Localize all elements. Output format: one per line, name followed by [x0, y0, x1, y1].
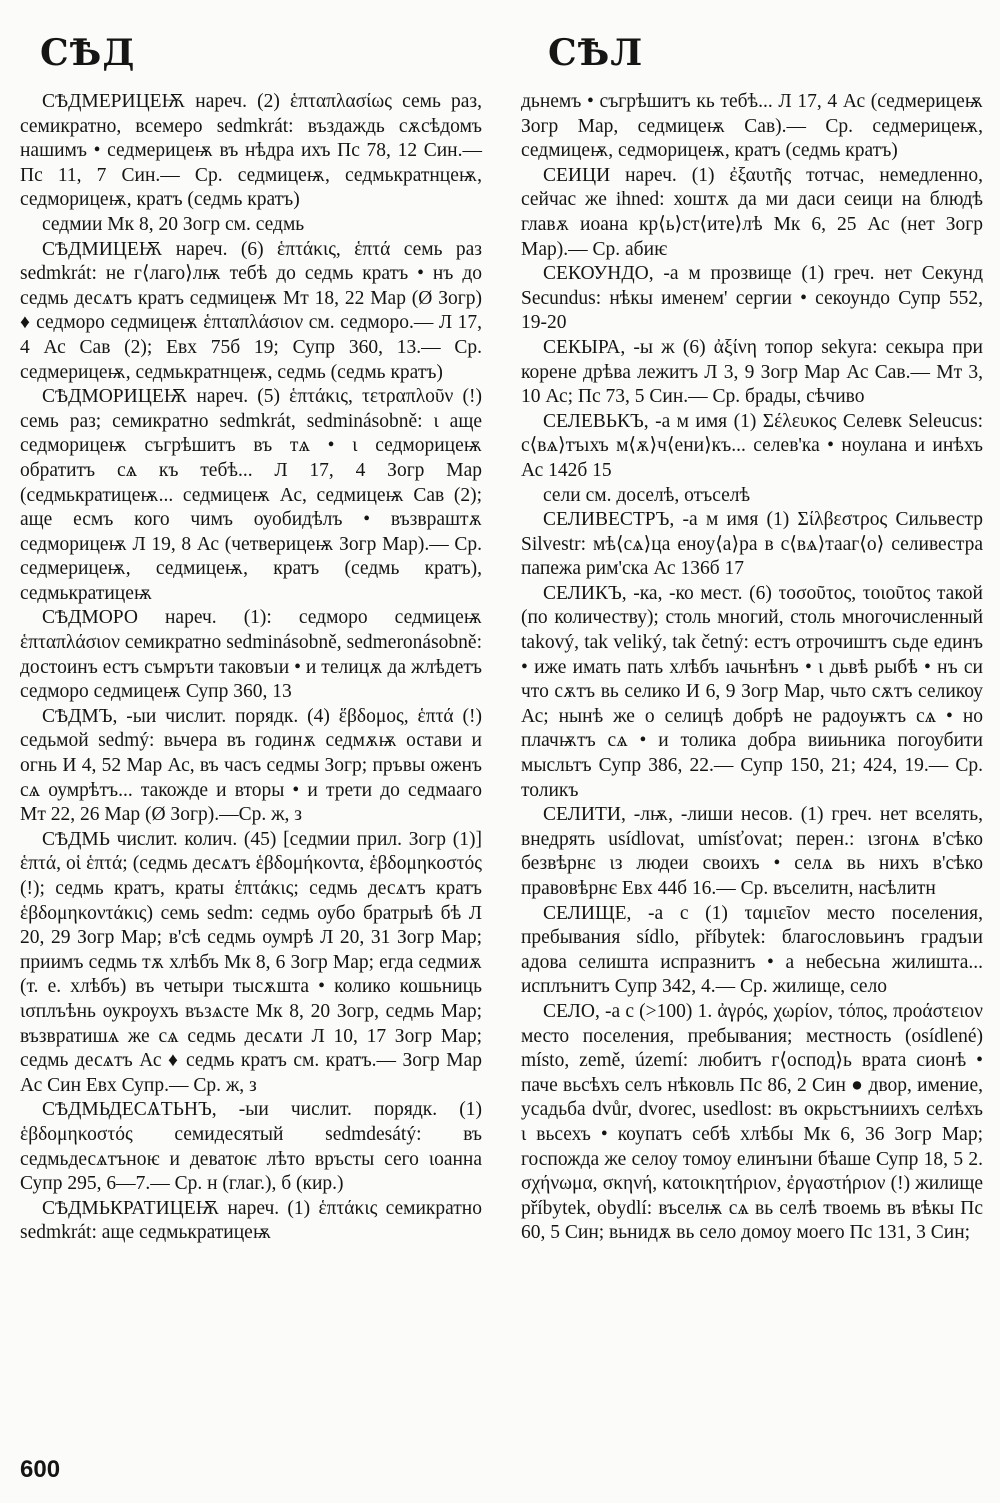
entry-sedmii: седмии Мк 8, 20 Зогр см. седмь — [42, 213, 305, 235]
entry-sedmyi: СѢДМЪ, -ыи числит. порядк. (4) ἕβδομος, ἑπτά (!) седьмой sedmý: вьчера въ годинѫ седмѫѭ остави и огнь И 4, 52 Мар Ас, въ часъ седмы Зогр; пръвы оженъ сѧ оумрѣтъ... такожде и вторы • и трети до седмааго Мт 22, 26 Мар (Ø Зогр).—Ср. ж, з — [20, 705, 482, 826]
entry-silvestr: СЕЛИВЕСТРЪ, -а м имя (1) Σίλβεστρος Сильвестр Silvestr: мѣ⟨сѧ⟩ца еноу⟨а⟩ра в с⟨вѧ⟩тааг⟨о⟩ селивестра папежа рим'ска Ас 136б 17 — [521, 509, 983, 580]
entry-selo: СЕЛО, -а с (>100) 1. ἀγρός, χωρίον, τόπος, προάστειον место поселения, пребывания; местность (osídlené) místo, země, území: любитъ г⟨оспод⟩ь врата сионѣ • паче вьсѣхъ селъ нѣковль Пс 86, 2 Син ● двор, имение, усадьба dvůr, dvorec, usedlost: въ окрьстъниихъ селѣхъ ι вьсехъ • коупатъ себѣ хлѣбы Мк 6, 36 Зогр Мар; госпожда же селоу томоу елинъıни бѣаше Супр 18, 5 2. σχήνωμα, σκηνή, κατοικητήριον, ἐργαστήριον (!) жилище příbytek, obydlí: въселѭ сѧ вь селѣ твоемь въ вѣкы Пс 60, 5 Син; вьнидѫ вь село домоу моего Пс 131, 3 Син; — [521, 1000, 983, 1244]
entry-sedmiceju: СѢДМИЦЕѬ нареч. (6) ἑπτάκις, ἑπτά семь раз sedmkrát: не г⟨лаго⟩лѭ тебѣ до седмь кратъ • нъ до седмь десѧтъ кратъ седмицеѭ Мт 18, 22 Мар (Ø Зогр) ♦ седморо седмицеѭ ἑπταπλάσιον см. седморо.— Л 17, 4 Ас Сав (2); Евх 75б 19; Супр 360, 13.— Ср. седмерицеѭ, седмькратнцеѭ, седмь (седмь кратъ) — [20, 238, 482, 383]
page-number: 600 — [20, 1456, 61, 1483]
entry-seli: сели см. доселѣ, отъселѣ — [543, 484, 751, 506]
entry-sedmkraticeju: СѢДМЬКРАТИЦЕѬ нареч. (1) ἑπτάκις семикратно sedmkrát: аще седмькратицеѭ — [20, 1197, 482, 1244]
entry-continuation: дьнемъ • съгрѣшитъ кь тебѣ... Л 17, 4 Ас (седмерицеѭ Зогр Мар, седмицеѭ Сав).— Ср. седмерицеѭ, седмицеѭ, седморицеѭ, кратъ (седмь кратъ) — [521, 91, 983, 162]
entry-sedm: СѢДМЬ числит. колич. (45) [седмии прил. Зогр (1)] ἑπτά, οἱ ἑπτά; (седмь десѧтъ ἑβδομήκοντα, ἑβδομηκοστός (!); седмь кратъ, краты ἑπτάκις; седмь десѧтъ кратъ ἑβδομηκοντάκις) семь sedm: седмь оубо братрыѣ бѣ Л 20, 29 Зогр Мар; в'сѣ седмь оумрѣ Л 20, 31 Зогр Мар; приимъ седмь тѫ хлѣбъ Мк 8, 6 Зогр Мар; егда седмиѫ (т. е. хлѣбъ) въ четыри тысѫшта • колико кошьниць ισплъѣнь оукроухъ възѧсте Мк 8, 20 Зогр, седмь Мар; възвратишѧ же сѧ седмь десѧти Л 10, 17 Зогр Мар; седмь десѧтъ Ас ♦ седмь кратъ см. кратъ.— Зогр Мар Ас Син Евх Супр.— Ср. ж, з — [20, 828, 482, 1096]
entry-sedmoriceju: СѢДМОРИЦЕѬ нареч. (5) ἑπτάκις, τετραπλοῦν (!) семь раз; семикратно sedmkrát, sedminásobně: ι аще седморицеѭ съгрѣшитъ въ тѧ • ι седморицеѭ обратитъ сѧ къ тебѣ... Л 17, 4 Зогр Мар (седмькратицеѭ... седмицеѭ Ас, седмицеѭ Сав (2); аще есмъ кого чимъ оуобидѣлъ • възвраштѫ седморицеѭ Л 19, 8 Ас (четверицеѭ Зогр Мар).— Ср. седмерицеѭ, седмицеѭ, кратъ (седмь кратъ), седмькратицеѭ — [20, 386, 482, 604]
entry-sedmoro: СѢДМОРО нареч. (1): седморо седмицеѭ ἑπταπλάσιον семикратно sedminásobně, sedmeronásobně: достоинъ естъ съмръти таковъıи • и телицѫ да жлѣдетъ седморо седмицеѭ Супр 360, 13 — [20, 607, 482, 703]
running-head-left: СѢД — [40, 32, 136, 74]
entry-sedmdesjatnyi: СѢДМЬДЕСѦТЬНЪ, -ыи числит. порядк. (1) ἑβδομηκοστός семидесятый sedmdesátý: въ седмьдесѧтъноѥ и деватоѥ лѣто връсты сего ιоанна Супр 295, 6—7.— Ср. н (глаг.), б (кир.) — [20, 1099, 482, 1195]
left-column — [20, 90, 482, 1246]
entry-seliti: СЕЛИТИ, -лѭ, -лиши несов. (1) греч. нет вселять, внедрять usídlovat, umísťovat; перен.: ιзгонѧ в'сѣко безвѣрнє ιз людеи своихъ • селѧ вь нихъ в'сѣко правовѣрнє Евх 44б 16.— Ср. въселитн, насѣлитн — [521, 804, 983, 899]
entry-seici: СЕИЦИ нареч. (1) ἐξαυτῆς тотчас, немедленно, сейчас же ihned: хоштѫ да ми даси сеици на блюдѣ главѫ иоана кр⟨ь⟩ст⟨ите⟩лѣ Мк 6, 25 Ас (нет Зогр Мар).— Ср. абиѥ — [521, 164, 983, 260]
entry-selevk: СЕЛЕВЬКЪ, -а м имя (1) Σέλευκος Селевк Seleucus: с⟨вѧ⟩тъıхъ м⟨ѫ⟩ч⟨ени⟩къ... селев'ка • ноулана и инѣхъ Ас 142б 15 — [521, 410, 983, 481]
right-column — [521, 90, 983, 1246]
entry-selik: СЕЛИКЪ, -ка, -ко мест. (6) τοσοῦτος, τοιοῦτος такой (по количеству); столь многий, столь многочисленный takový, tak veliký, tak četný: естъ отрочиштъ сьде единъ • иже имать пать хлѣбъ ıачьнѣнъ • ι дьвѣ рыбѣ • нъ си что сѫтъ вь селико И 6, 9 Зогр Мар, чьто сѫтъ селикоу Ас; нынѣ же о селицѣ добрѣ не радоуѭтъ сѧ • но плачѭтъ сѧ • и толика добра вииьника погоубити мысльтъ Супр 386, 22.— Супр 150, 21; 424, 19.— Ср. толикъ — [521, 582, 983, 801]
running-head-right: СѢЛ — [548, 32, 644, 74]
entry-selishte: СЕЛИЩЕ, -а с (1) ταμιεῖον место поселения, пребывания sídlo, příbytek: благословьинъ градъıи адова селишта испразнитъ • а небесьна жилишта... исплънитъ Супр 342, 4.— Ср. жилище, село — [521, 902, 983, 998]
entry-sedmericeju: СѢДМЕРИЦЕѬ нареч. (2) ἑπταπλασίως семь раз, семикратно, всемеро sedmkrát: въздаждь сѫсѣдомъ нашимъ • седмерицеѭ въ нѣдра ихъ Пс 78, 12 Син.— Пс 11, 7 Син.— Ср. седмицеѭ, седмькратнцеѭ, седморицеѭ, кратъ (седмь кратъ) — [20, 91, 482, 211]
entry-sekoundo: СЕКОУНДО, -а м прозвище (1) греч. нет Секунд Secundus: нѣкы именем' сергии • секоундо Супр 552, 19-20 — [521, 263, 983, 334]
entry-sekyra: СЕКЫРА, -ы ж (6) ἀξίνη топор sekyra: секыра при корене дрѣва лежитъ Л 3, 9 Зогр Мар Ас Сав.— Мт 3, 10 Ас; Пс 73, 5 Син.— Ср. брады, сѣчиво — [521, 336, 983, 408]
